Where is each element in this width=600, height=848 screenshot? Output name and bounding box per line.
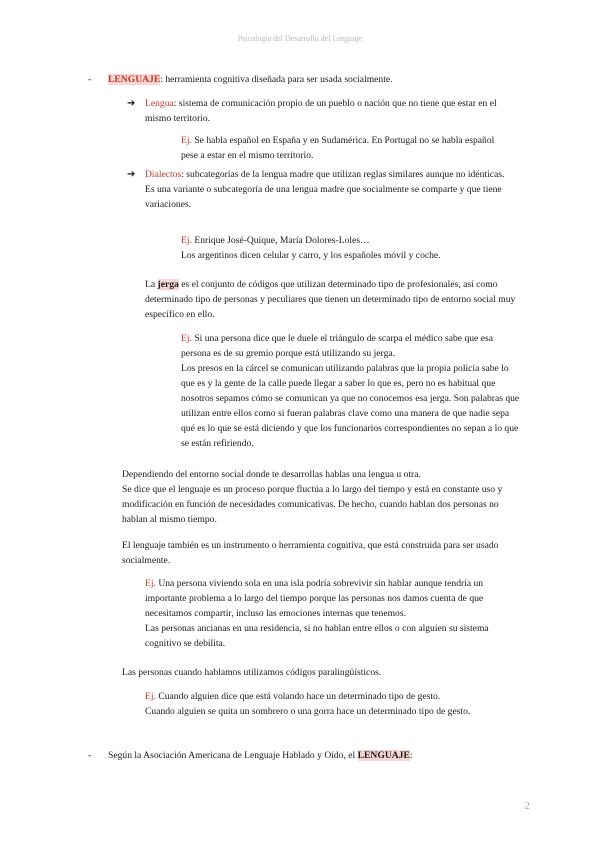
jerga-term: jerga xyxy=(157,279,179,290)
paragraph3-example-text: Cuando alguien dice que está volando hace un determinado tipo de gesto. xyxy=(155,691,441,702)
lengua-definition xyxy=(145,96,523,126)
bullet-marker: - xyxy=(88,750,92,761)
arrow-icon: ➔ xyxy=(127,98,136,109)
paragraph1-line1: Dependiendo del entorno social donde te desarrollas hablas una lengua u otra. xyxy=(122,469,421,480)
example-label: Ej. xyxy=(145,578,156,589)
dialectos-term: Dialectos xyxy=(145,169,182,180)
example-label: Ej. xyxy=(181,235,192,246)
paragraph2-example-text: Una persona viviendo sola en una isla podría sobrevivir sin hablar aunque tendría un importante problema a lo largo del tiempo porque las personas nos damos cuenta de que necesitamos compartir, incluso las emociones internas que tenemos. xyxy=(145,578,484,619)
lengua-term: Lengua xyxy=(145,98,174,109)
jerga-example xyxy=(181,331,523,451)
paragraph3-text: Las personas cuando hablamos utilizamos códigos paralingüísticos. xyxy=(122,667,382,678)
dialectos-definition-text: : subcategorías de la lengua madre que utilizan reglas similares aunque no idénticas. xyxy=(181,169,505,180)
arrow-icon: ➔ xyxy=(127,169,136,180)
example-label: Ej. xyxy=(181,135,192,146)
paragraph1-line2: Se dice que el lenguaje es un proceso porque fluctúa a lo largo del tiempo y está en constante uso y modificación en función de necesidades comunicativas. De hecho, cuando hablan dos personas no hablan al mismo tiempo. xyxy=(122,484,503,525)
dialectos-definition xyxy=(145,167,523,212)
example-label: Ej. xyxy=(145,691,156,702)
page-number: 2 xyxy=(524,800,530,812)
paragraph-instrumento xyxy=(122,538,522,568)
bullet-marker: - xyxy=(88,74,92,85)
paragraph2-text: El lenguaje también es un instrumento o herramienta cognitiva, que está construida para ser usado socialmente. xyxy=(122,540,499,566)
paragraph-entorno xyxy=(122,467,522,527)
asociacion-bullet xyxy=(108,748,528,763)
jerga-post: es el conjunto de códigos que utilizan determinado tipo de profesionales, así como determinado tipo de personas y peculiares que tienen un determinado tipo de entorno social muy específico en ello. xyxy=(145,279,516,320)
dialectos-extra: Es una variante o subcategoría de una lengua madre que socialmente se comparte y que tiene variaciones. xyxy=(145,184,502,210)
dialectos-example-line1: Enrique José-Quique, María Dolores-Loles… xyxy=(191,235,370,246)
jerga-paragraph xyxy=(145,277,523,322)
paragraph3-example-text2: Cuando alguien se quita un sombrero o una gorra hace un determinado tipo de gesto. xyxy=(145,706,471,717)
paragraph-paralinguisticos xyxy=(122,665,522,680)
jerga-example-text: Si una persona dice que le duele el triángulo de scarpa el médico sabe que esa persona es de su gremio porque está utilizando su jerga. xyxy=(181,333,493,359)
lenguaje-definition xyxy=(108,72,508,87)
example-label: Ej. xyxy=(181,333,192,344)
page-header: Psicología del Desarrollo del Lenguaje xyxy=(237,34,363,43)
paragraph3-example xyxy=(145,689,523,719)
lengua-example-text: Se habla español en España y en Sudamérica. En Portugal no se habla español pese a estar en el mismo territorio. xyxy=(181,135,495,161)
lengua-example xyxy=(181,133,511,163)
lengua-definition-text: : sistema de comunicación propio de un pueblo o nación que no tiene que estar en el mismo territorio. xyxy=(145,98,497,124)
jerga-example-text2: Los presos en la cárcel se comunican utilizando palabras que la propia policía sabe lo que es y la gente de la calle puede llegar a saber lo que es, pero no es habitual que nosotros sepamos cómo se comunican ya que no conocemos esa jerga. Son palabras que utilizan entre ellos como si fueran palabras clave como una manera de que nadie sepa qué es lo que se está diciendo y que los funcionarios correspondientes no sepan a lo que se están refiriendo. xyxy=(181,363,520,449)
paragraph2-example xyxy=(145,576,523,651)
asociacion-pre: Según la Asociación Americana de Lenguaje Hablado y Oído, el xyxy=(108,750,358,761)
lenguaje-term-2: LENGUAJE xyxy=(357,750,410,761)
dialectos-example xyxy=(181,233,521,263)
paragraph2-example-text2: Las personas ancianas en una residencia, si no hablan entre ellos o con alguien su sistema cognitivo se debilita. xyxy=(145,623,489,649)
lenguaje-definition-text: : herramienta cognitiva diseñada para ser usada socialmente. xyxy=(160,74,393,85)
dialectos-example-line2: Los argentinos dicen celular y carro, y los españoles móvil y coche. xyxy=(181,250,441,261)
lenguaje-term: LENGUAJE xyxy=(108,74,161,85)
jerga-pre: La xyxy=(145,279,158,290)
asociacion-post: : xyxy=(409,750,413,761)
